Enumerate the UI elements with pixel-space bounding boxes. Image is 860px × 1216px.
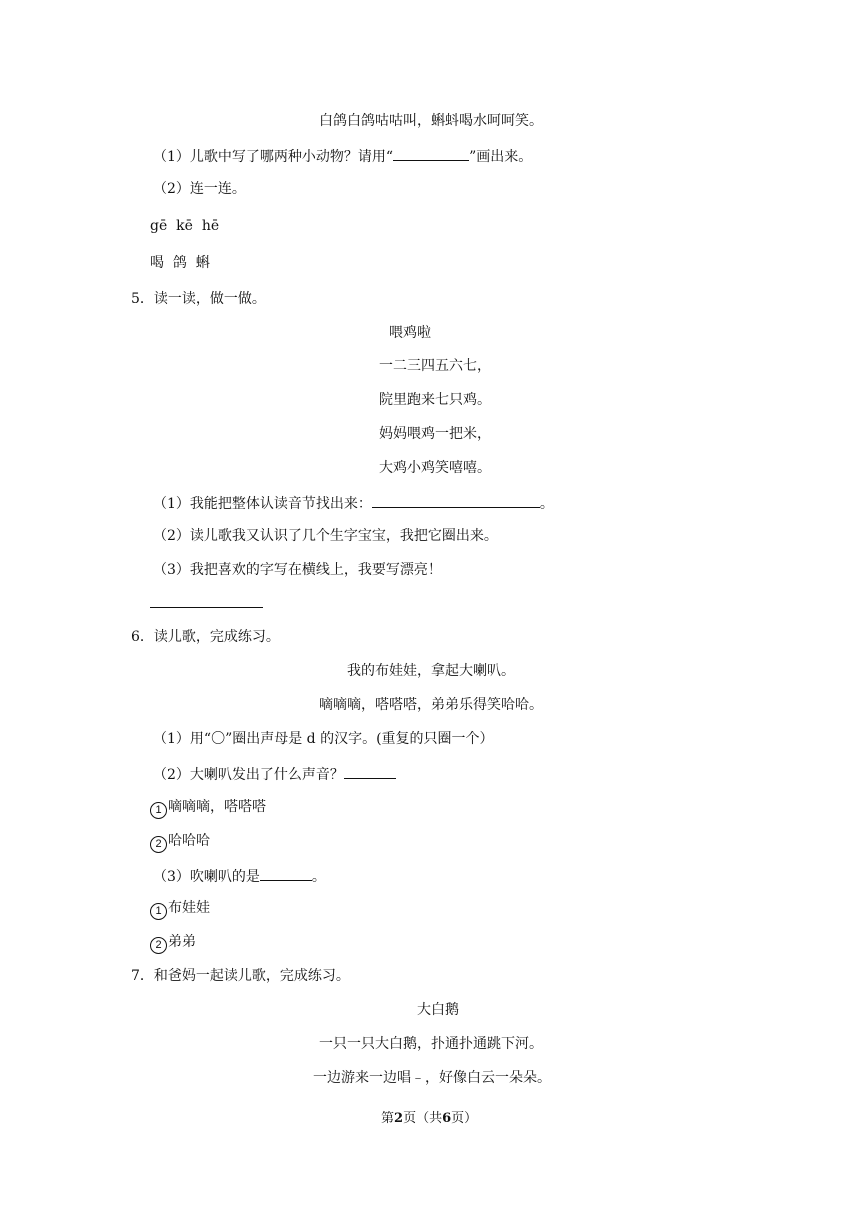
writing-line[interactable] bbox=[150, 607, 263, 608]
poem-title: 喂鸡啦 bbox=[389, 325, 431, 341]
q5-sub3: （3）我把喜欢的字写在横线上，我要写漂亮！ bbox=[153, 562, 442, 578]
footer-suffix: 页） bbox=[451, 1111, 478, 1126]
pinyin-row: gē kē hē bbox=[150, 218, 220, 234]
q6-heading: 6．读儿歌，完成练习。 bbox=[131, 629, 280, 645]
q5-sub1 bbox=[153, 492, 554, 514]
poem-line: 白鸽白鸽咕咕叫，蝌蚪喝水呵呵笑。 bbox=[319, 113, 543, 129]
answer-blank[interactable] bbox=[393, 145, 469, 161]
option-label: 哈哈哈 bbox=[168, 833, 210, 849]
option[interactable] bbox=[150, 932, 196, 954]
q4-sub1-end: ”画出来。 bbox=[469, 149, 533, 165]
footer-prefix: 第 bbox=[381, 1111, 395, 1126]
option-number: 2 bbox=[150, 937, 167, 954]
total-pages: 6 bbox=[442, 1111, 452, 1126]
q6-sub3-end: 。 bbox=[311, 869, 326, 885]
character-row: 喝 鸽 蝌 bbox=[150, 255, 210, 271]
poem-line: 一二三四五六七， bbox=[379, 358, 491, 374]
page-footer bbox=[381, 1109, 477, 1129]
q4-sub1 bbox=[153, 145, 532, 167]
answer-blank[interactable] bbox=[260, 865, 312, 881]
poem-line: 院里跑来七只鸡。 bbox=[379, 392, 491, 408]
option-label: 嘀嘀嘀，嗒嗒嗒 bbox=[168, 799, 266, 815]
q7-heading: 7．和爸妈一起读儿歌，完成练习。 bbox=[131, 968, 350, 984]
footer-mid: 页（共 bbox=[403, 1111, 443, 1126]
option-number: 1 bbox=[150, 802, 167, 819]
q5-sub1-end: 。 bbox=[539, 496, 554, 512]
q6-sub3 bbox=[153, 865, 326, 887]
option-label: 布娃娃 bbox=[168, 900, 210, 916]
poem-line: 我的布娃娃，拿起大喇叭。 bbox=[347, 663, 515, 679]
poem-line: 一只一只大白鹅，扑通扑通跳下河。 bbox=[319, 1036, 543, 1052]
option[interactable] bbox=[150, 831, 210, 853]
option-label: 弟弟 bbox=[168, 934, 196, 950]
answer-blank[interactable] bbox=[344, 763, 396, 779]
option[interactable] bbox=[150, 898, 210, 920]
poem-line: 一边游来一边唱﹣，好像白云一朵朵。 bbox=[313, 1070, 551, 1086]
answer-blank[interactable] bbox=[372, 492, 540, 508]
q6-sub2 bbox=[153, 763, 396, 785]
q5-heading: 5．读一读，做一做。 bbox=[131, 291, 266, 307]
poem-line: 妈妈喂鸡一把米， bbox=[379, 426, 491, 442]
q4-sub2: （2）连一连。 bbox=[153, 181, 246, 197]
poem-line: 大鸡小鸡笑嘻嘻。 bbox=[379, 460, 491, 476]
q6-sub2-text: （2）大喇叭发出了什么声音？ bbox=[153, 767, 344, 783]
option[interactable] bbox=[150, 797, 266, 819]
page-number: 2 bbox=[394, 1111, 404, 1126]
q5-sub2: （2）读儿歌我又认识了几个生字宝宝，我把它圈出来。 bbox=[153, 528, 498, 544]
q6-sub3-text: （3）吹喇叭的是 bbox=[153, 869, 260, 885]
q6-sub1: （1）用“〇”圈出声母是 d 的汉字。(重复的只圈一个） bbox=[153, 731, 494, 747]
option-number: 1 bbox=[150, 903, 167, 920]
option-number: 2 bbox=[150, 836, 167, 853]
poem-line: 嘀嘀嘀，嗒嗒嗒，弟弟乐得笑哈哈。 bbox=[319, 697, 543, 713]
q5-sub1-text: （1）我能把整体认读音节找出来： bbox=[153, 496, 372, 512]
poem-title: 大白鹅 bbox=[417, 1002, 459, 1018]
q4-sub1-text: （1）儿歌中写了哪两种小动物？请用“ bbox=[153, 149, 394, 165]
